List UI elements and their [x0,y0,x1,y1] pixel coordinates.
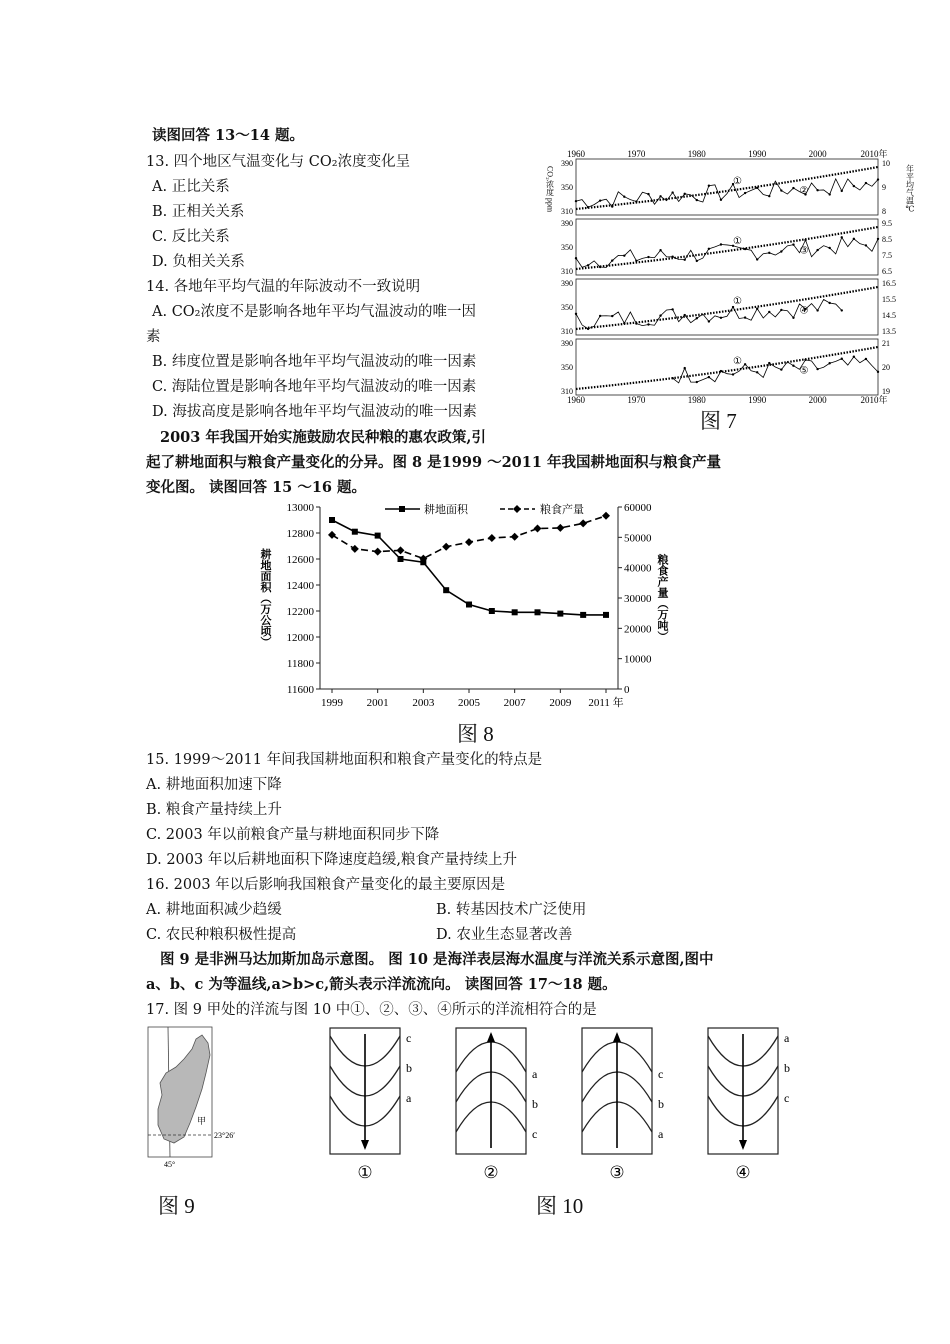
isotherm-label: a [658,1127,664,1141]
figure-10 [320,1022,820,1187]
temperature-point [768,362,770,364]
temperature-point [708,185,710,187]
temp-tick-label: 16.5 [882,279,896,288]
y2-tick-label: 30000 [624,593,652,605]
temperature-point [635,200,637,202]
temperature-point [587,264,589,266]
top-year-label: 1960 [567,149,585,159]
temperature-point [877,238,879,240]
series-grain-output-point [442,543,450,551]
co2-circle-label: ① [733,296,743,308]
y2-axis-title: 粮食产量（万吨） [656,554,668,642]
temperature-point [865,244,867,246]
x-tick-label: 1999 [321,697,343,709]
temperature-point [708,248,710,250]
temperature-point [744,192,746,194]
y2-tick-label: 0 [624,684,630,696]
top-year-label: 2010年 [860,149,888,159]
bottom-year-label: 1970 [627,395,646,405]
isotherm-label: b [406,1061,412,1075]
series-grain-output-point [602,512,610,520]
temperature-point [684,367,686,369]
temperature-point [828,193,830,195]
co2-trend-line [576,287,878,329]
panel-number: ② [483,1163,499,1182]
temperature-point [865,182,867,184]
temperature-point [792,187,794,189]
temp-tick-label: 9.5 [882,219,892,228]
temperature-point [768,311,770,313]
y-tick-label: 12600 [286,554,314,566]
section4-intro-line1: 图 9 是非洲马达加斯加岛示意图。 图 10 是海洋表层海水温度与洋流关系示意图,图中 [160,951,714,968]
y-tick-label: 12400 [286,580,314,592]
temperature-point [744,316,746,318]
temperature-point [623,322,625,324]
temperature-point [816,368,818,370]
temperature-point [853,238,855,240]
temperature-point [841,309,843,311]
temp-tick-label: 15.5 [882,295,896,304]
legend-label-grain: 粮食产量 [540,504,584,516]
temperature-point [647,256,649,258]
series-grain-output-point [397,546,405,554]
co2-tick-label: 350 [561,303,573,312]
madagascar-island [158,1035,210,1143]
series-grain-output-point [556,524,564,532]
temperature-point [816,189,818,191]
q15-option-c: C. 2003 年以前粮食产量与耕地面积同步下降 [146,827,440,843]
current-arrow-head [361,1140,369,1150]
temp-tick-label: 21 [882,339,890,348]
temperature-point [575,200,577,202]
top-year-label: 1970 [627,149,646,159]
temp-tick-label: 10 [882,159,890,168]
co2-tick-label: 350 [561,363,573,372]
q14-option-d: D. 海拔高度是影响各地年平均气温波动的唯一因素 [152,404,477,420]
temperature-point [696,317,698,319]
q16-option-b: B. 转基因技术广泛使用 [436,902,587,918]
x-tick-label: 2009 [549,697,572,709]
y2-tick-label: 20000 [624,623,652,636]
temperature-point [780,309,782,311]
co2-tick-label: 310 [561,267,573,276]
temperature-point [756,307,758,309]
figure-8-caption: 图 8 [457,722,494,746]
temperature-line [673,357,878,383]
temperature-point [804,359,806,361]
temperature-point [756,258,758,260]
temperature-point [684,193,686,195]
series-cultivated-area-point [580,612,586,618]
temperature-point [696,260,698,262]
co2-tick-label: 310 [561,207,573,216]
temperature-point [804,239,806,241]
bottom-year-label: 1980 [687,395,706,405]
y-tick-label: 12800 [286,528,314,540]
top-year-label: 2000 [808,149,827,159]
y-axis-title: 耕地面积（万公顷） [259,548,271,648]
panel-number: ③ [609,1163,625,1182]
temperature-point [587,206,589,208]
temperature-point [780,250,782,252]
q13-option-a: A. 正比关系 [152,179,230,195]
temperature-point [853,185,855,187]
co2-tick-label: 390 [561,339,573,348]
q14-option-c: C. 海陆位置是影响各地年平均气温波动的唯一因素 [152,379,477,395]
q15-option-b: B. 粮食产量持续上升 [146,802,282,818]
temperature-point [768,252,770,254]
q14-stem: 14. 各地年平均气温的年际波动不一致说明 [146,279,421,295]
series-grain-output-point [465,538,473,546]
series-cultivated-area-point [557,611,563,617]
co2-trend-line [576,227,878,269]
x-tick-label: 2003 [412,697,435,709]
series-grain-output-point [579,519,587,527]
temperature-point [877,178,879,180]
temperature-point [611,315,613,317]
temperature-point [684,258,686,260]
temperature-point [756,371,758,373]
series-grain-output-point [351,545,359,553]
isotherm-label: a [532,1067,538,1081]
q13-option-b: B. 正相关关系 [152,204,245,220]
temperature-point [828,302,830,304]
temperature-point [720,317,722,319]
legend-label-area: 耕地面积 [424,504,468,516]
figure-7-caption: 图 7 [700,409,737,433]
temperature-point [599,199,601,201]
temperature-point [696,199,698,201]
temp-circle-label: ③ [799,245,809,257]
co2-tick-label: 390 [561,159,573,168]
temperature-point [659,314,661,316]
series-cultivated-area-point [443,587,449,593]
temperature-point [635,322,637,324]
label-longitude: 45° [164,1160,176,1169]
temperature-point [575,257,577,259]
temperature-point [659,249,661,251]
temperature-point [720,243,722,245]
temperature-line [576,237,878,267]
figure-9-map [140,1025,250,1175]
temp-circle-label: ④ [799,305,809,317]
bottom-year-label: 2010年 [860,395,888,405]
legend-marker-grain [513,505,521,513]
temp-tick-label: 19 [882,387,890,396]
isotherm-label: a [406,1091,412,1105]
y-tick-label: 13000 [286,502,314,514]
co2-trend-line [576,167,878,209]
series-cultivated-area-point [352,529,358,535]
x-tick-label: 2007 [503,697,526,709]
q16-stem: 16. 2003 年以后影响我国粮食产量变化的最主要原因是 [146,877,506,893]
bottom-year-label: 1960 [567,395,585,405]
q14-option-a-cont: 素 [146,329,161,345]
series-cultivated-area-point [375,533,381,539]
temperature-point [841,358,843,360]
series-grain-output-point [328,531,336,539]
y2-tick-label: 50000 [624,532,652,545]
isotherm-label: a [784,1031,790,1045]
isotherm-label: c [406,1031,412,1045]
series-grain-output-point [488,534,496,542]
temp-tick-label: 9 [882,183,886,192]
bottom-year-label: 2000 [808,395,827,405]
temperature-point [684,314,686,316]
q16-option-a: A. 耕地面积减少趋缓 [146,902,282,918]
co2-tick-label: 350 [561,183,573,192]
series-grain-output-line [332,516,606,559]
current-arrow-head [487,1032,495,1042]
co2-axis-title: CO₂浓度 ppm [545,165,555,213]
temperature-point [780,368,782,370]
series-cultivated-area-point [398,556,404,562]
label-jia: 甲 [197,1116,207,1126]
temp-tick-label: 13.5 [882,327,896,336]
temp-circle-label: ⑤ [799,365,809,377]
series-grain-output-point [534,525,542,533]
temperature-point [792,243,794,245]
isotherm-label: c [658,1067,664,1081]
series-cultivated-area-point [512,609,518,615]
temp-tick-label: 20 [882,363,890,372]
temperature-point [865,358,867,360]
q13-option-d: D. 负相关关系 [152,254,245,270]
temperature-point [720,199,722,201]
temp-axis-title: 年平均气温℃ [905,164,915,214]
q15-option-d: D. 2003 年以后耕地面积下降速度趋缓,粮食产量持续上升 [146,852,517,868]
current-arrow-head [613,1032,621,1042]
temperature-point [671,256,673,258]
temp-tick-label: 7.5 [882,251,892,260]
x-tick-label: 2011 年 [588,697,624,709]
isotherm-label: b [658,1097,664,1111]
panel-number: ① [357,1163,373,1182]
temperature-point [671,191,673,193]
temperature-line [576,179,878,207]
co2-tick-label: 350 [561,243,573,252]
panel-frame [576,219,878,275]
series-cultivated-area-point [535,609,541,615]
section1-intro: 读图回答 13～14 题。 [152,127,304,144]
temperature-point [708,320,710,322]
temperature-point [671,377,673,379]
temperature-point [647,193,649,195]
temperature-point [599,315,601,317]
co2-tick-label: 390 [561,219,573,228]
temperature-point [708,376,710,378]
q16-option-c: C. 农民种粮积极性提高 [146,927,297,943]
temperature-point [780,189,782,191]
co2-circle-label: ① [733,176,743,188]
temperature-point [853,356,855,358]
series-cultivated-area-point [489,608,495,614]
panel-number: ④ [735,1163,751,1182]
co2-tick-label: 310 [561,327,573,336]
temperature-point [768,195,770,197]
y2-tick-label: 60000 [624,502,652,514]
panel-frame [576,339,878,395]
temp-tick-label: 14.5 [882,311,896,320]
figure-8-chart [250,497,680,719]
q15-option-a: A. 耕地面积加速下降 [146,777,282,793]
temperature-point [828,362,830,364]
temperature-point [587,328,589,330]
temperature-point [720,370,722,372]
co2-tick-label: 310 [561,387,573,396]
y-tick-label: 11800 [286,658,314,670]
panel-frame [576,279,878,335]
section2-intro-line2: 起了耕地面积与粮食产量变化的分异。图 8 是1999 ～2011 年我国耕地面积与粮食产量 [146,454,721,471]
figure-10-caption: 图 10 [536,1194,584,1218]
temperature-point [696,381,698,383]
temp-circle-label: ② [799,185,809,197]
isotherm-label: c [784,1091,790,1105]
temperature-point [744,363,746,365]
q15-stem: 15. 1999～2011 年间我国耕地面积和粮食产量变化的特点是 [146,752,543,768]
temperature-point [647,323,649,325]
current-arrow-head [739,1140,747,1150]
y-tick-label: 11600 [286,684,314,696]
temp-tick-label: 6.5 [882,267,892,276]
temperature-point [841,236,843,238]
q13-option-c: C. 反比关系 [152,229,230,245]
temperature-point [635,260,637,262]
temperature-point [732,373,734,375]
series-grain-output-point [511,533,519,541]
q17-stem: 17. 图 9 甲处的洋流与图 10 中①、②、③、④所示的洋流相符合的是 [146,1002,597,1018]
figure-7 [540,145,920,410]
series-grain-output-point [374,548,382,556]
temperature-point [623,196,625,198]
section2-intro-line1: 2003 年我国开始实施鼓励农民种粮的惠农政策,引 [160,429,486,446]
y2-tick-label: 10000 [624,653,652,666]
isotherm-label: b [532,1097,538,1111]
co2-circle-label: ① [733,236,743,248]
temperature-point [877,371,879,373]
temperature-point [623,254,625,256]
top-year-label: 1980 [687,149,706,159]
x-tick-label: 2001 [366,697,389,709]
temperature-point [828,247,830,249]
q16-option-d: D. 农业生态显著改善 [436,927,573,943]
q14-option-b: B. 纬度位置是影响各地年平均气温波动的唯一因素 [152,354,477,370]
co2-circle-label: ① [733,356,743,368]
temperature-point [756,187,758,189]
top-year-label: 1990 [748,149,767,159]
legend-marker-area [399,506,405,512]
y-tick-label: 12000 [286,632,314,644]
temp-tick-label: 8.5 [882,235,892,244]
series-cultivated-area-point [466,602,472,608]
temperature-point [841,190,843,192]
temperature-point [792,317,794,319]
temperature-point [816,309,818,311]
section2-intro-line3: 变化图。 读图回答 15 ～16 题。 [146,479,367,496]
temperature-point [671,308,673,310]
temperature-point [659,195,661,197]
series-cultivated-area-point [603,612,609,618]
x-tick-label: 2005 [458,697,480,709]
temperature-point [611,259,613,261]
figure-9-caption: 图 9 [158,1194,195,1218]
series-cultivated-area-line [332,520,606,615]
temperature-point [575,313,577,315]
q14-option-a: A. CO₂浓度不是影响各地年平均气温波动的唯一因 [152,304,476,320]
temperature-point [611,205,613,207]
q13-stem: 13. 四个地区气温变化与 CO₂浓度变化呈 [146,154,411,170]
isotherm-label: c [532,1127,538,1141]
co2-tick-label: 390 [561,279,573,288]
temp-tick-label: 8 [882,207,886,216]
y2-tick-label: 40000 [624,562,652,575]
temperature-point [816,249,818,251]
y-tick-label: 12200 [286,606,314,618]
isotherm-label: b [784,1061,790,1075]
bottom-year-label: 1990 [748,395,767,405]
label-latitude: 23°26′ [214,1131,235,1140]
temperature-point [744,248,746,250]
temperature-point [792,365,794,367]
temperature-point [599,266,601,268]
series-cultivated-area-point [329,517,335,523]
section4-intro-line2: a、b、c 为等温线,a>b>c,箭头表示洋流流向。 读图回答 17～18 题。 [146,976,617,993]
co2-trend-line [576,347,878,389]
